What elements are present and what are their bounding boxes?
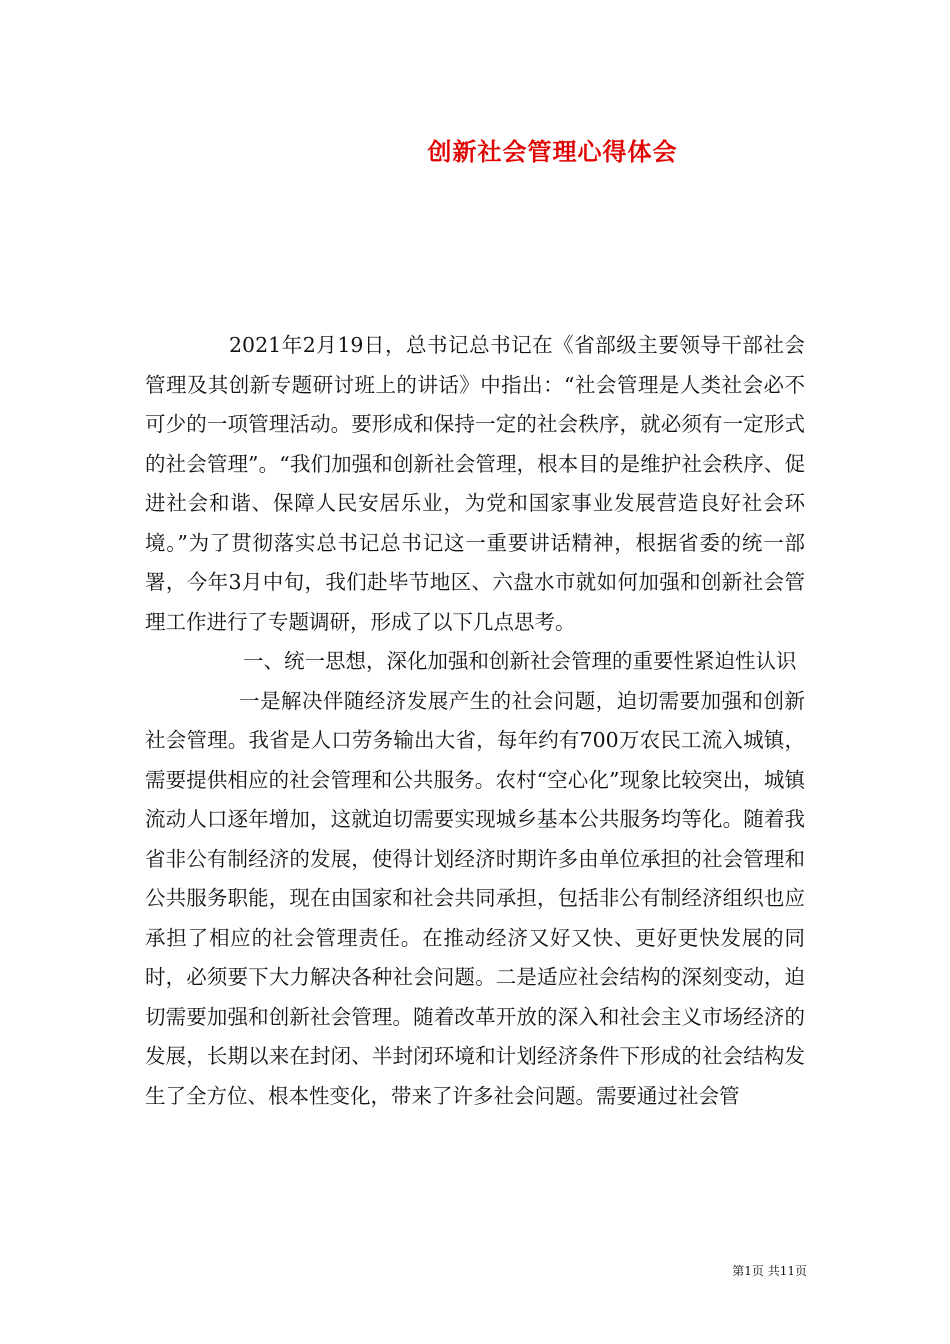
section-heading-1: 一、统一思想，深化加强和创新社会管理的重要性紧迫性认识 <box>243 649 797 673</box>
document-title: 创新社会管理心得体会 <box>427 137 678 166</box>
page-number-footer: 第1页 共11页 <box>732 1264 807 1278</box>
section-1-paragraph: 一是解决伴随经济发展产生的社会问题，迫切需要加强和创新社会管理。我省是人口劳务输出大省，每年约有700万农民工流入城镇，需要提供相应的社会管理和公共服务。农村“空心化”现象比较突出，城镇流动人口逐年增加，这就迫切需要实现城乡基本公共服务均等化。随着我省非公有制经济的发展，使得计划经济时期许多由单位承担的社会管理和公共服务职能，现在由国家和社会共同承担，包括非公有制经济组织也应承担了相应的社会管理责任。在推动经济又好又快、更好更快发展的同时，必须要下大力解决各种社会问题。二是适应社会结构的深刻变动，迫切需要加强和创新社会管理。随着改革开放的深入和社会主义市场经济的发展，长期以来在封闭、半封闭环境和计划经济条件下形成的社会结构发生了全方位、根本性变化，带来了许多社会问题。需要通过社会管 <box>145 688 805 1108</box>
document-body <box>145 326 805 1116</box>
intro-paragraph: 2021年2月19日，总书记总书记在《省部级主要领导干部社会管理及其创新专题研讨班上的讲话》中指出：“社会管理是人类社会必不可少的一项管理活动。要形成和保持一定的社会秩序，就必须有一定形式的社会管理”。“我们加强和创新社会管理，根本目的是维护社会秩序、促进社会和谐、保障人民安居乐业，为党和国家事业发展营造良好社会环境。”为了贯彻落实总书记总书记这一重要讲话精神，根据省委的统一部署，今年3月中旬，我们赴毕节地区、六盘水市就如何加强和创新社会管理工作进行了专题调研，形成了以下几点思考。 <box>145 333 805 634</box>
